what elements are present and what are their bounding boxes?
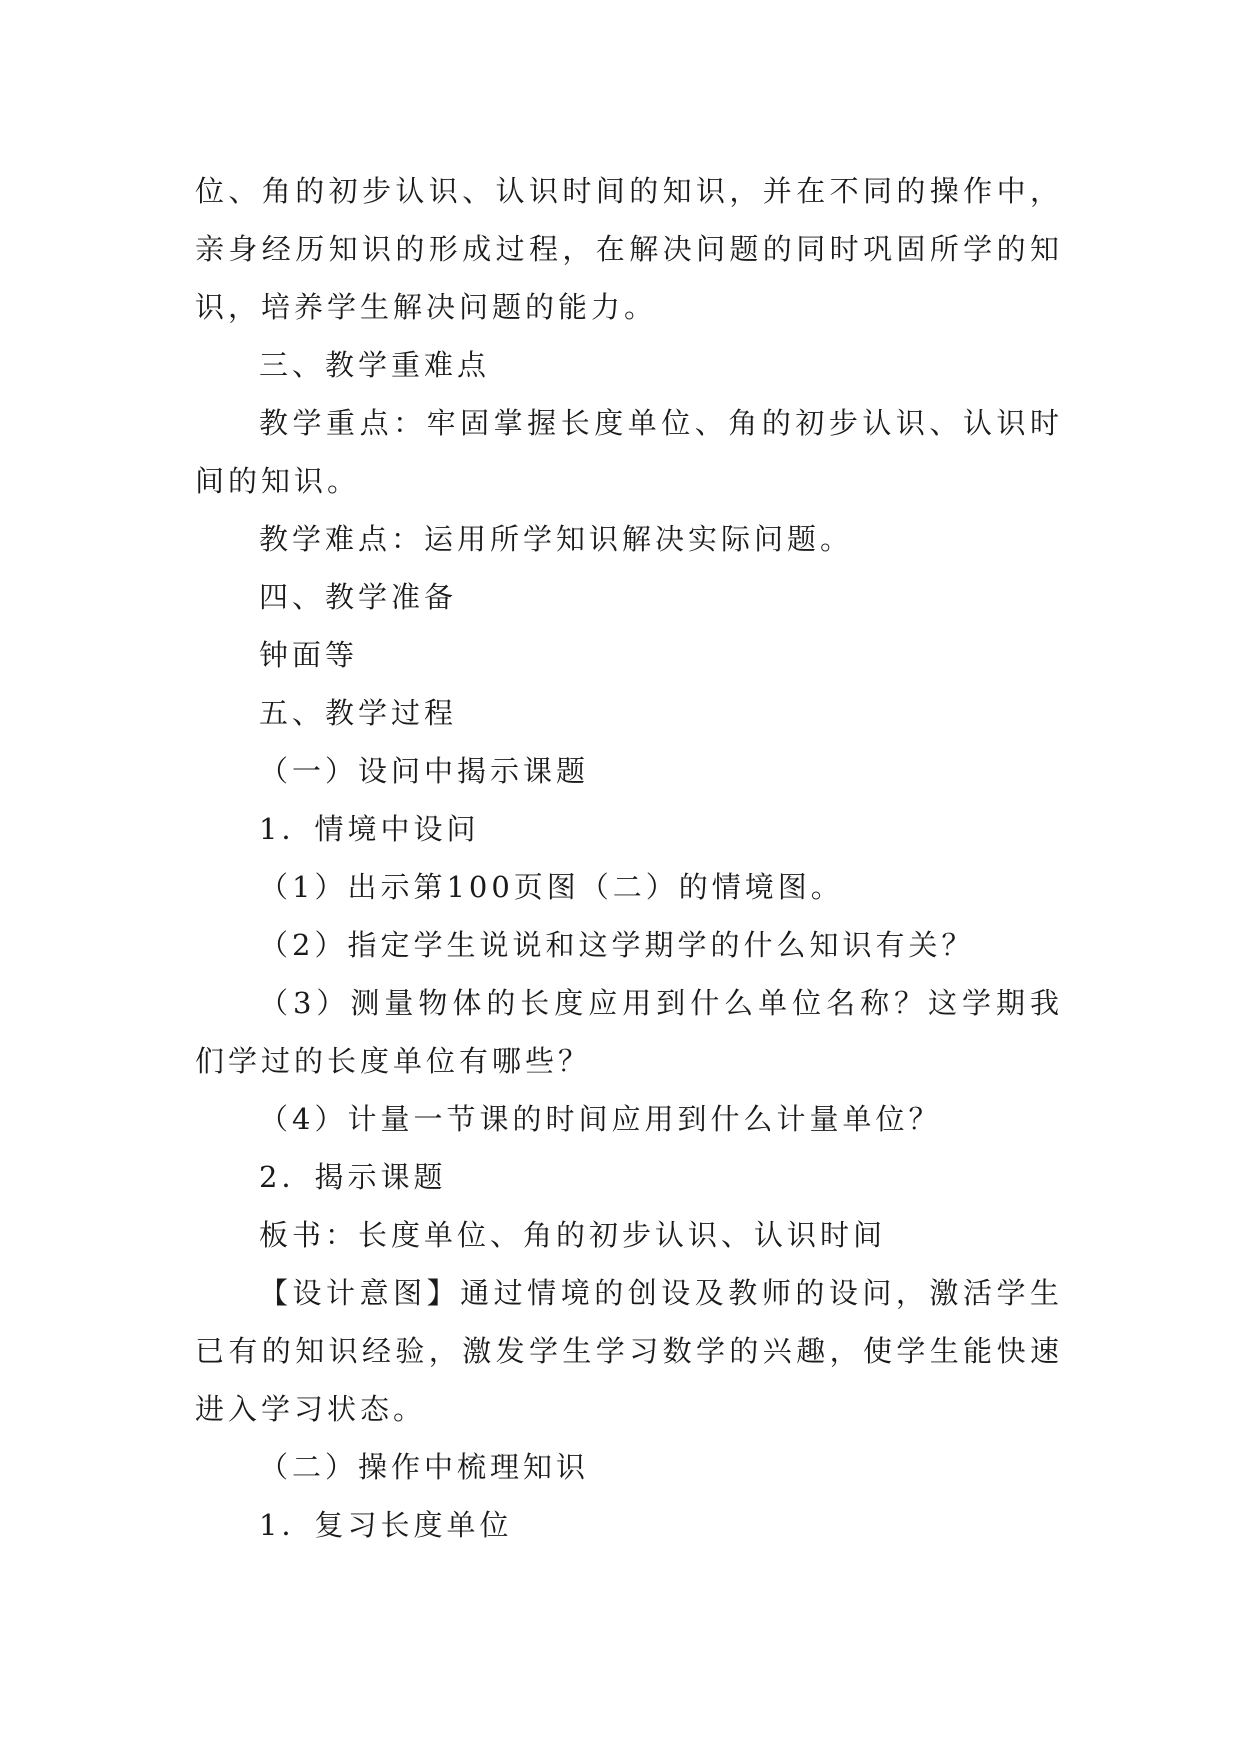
subsection-heading-2: （二）操作中梳理知识 [259,1450,590,1484]
paragraph-teaching-difficulty: 教学难点：运用所学知识解决实际问题。 [259,522,854,556]
step-heading-2: 2．揭示课题 [259,1160,447,1194]
paragraph-continuation: 位、角的初步认识、认识时间的知识，并在不同的操作中，亲身经历知识的形成过程，在解决问题的同时巩固所学的知识，培养学生解决问题的能力。 [195,174,1063,324]
subsection-heading-1: （一）设问中揭示课题 [259,754,590,788]
paragraph-blackboard: 板书：长度单位、角的初步认识、认识时间 [259,1218,887,1252]
section-heading-key-points: 三、教学重难点 [259,348,491,382]
list-item: （3）测量物体的长度应用到什么单位名称？这学期我们学过的长度单位有哪些？ [195,986,1063,1078]
paragraph-design-intent: 【设计意图】通过情境的创设及教师的设问，激活学生已有的知识经验，激发学生学习数学的兴趣，使学生能快速进入学习状态。 [195,1276,1063,1426]
list-item: （2）指定学生说说和这学期学的什么知识有关？ [259,928,975,962]
paragraph-teaching-focus: 教学重点：牢固掌握长度单位、角的初步认识、认识时间的知识。 [195,406,1063,498]
step-heading-review: 1．复习长度单位 [259,1508,513,1542]
section-heading-preparation: 四、教学准备 [259,580,458,614]
step-heading-1: 1．情境中设问 [259,812,480,846]
section-heading-process: 五、教学过程 [259,696,458,730]
document-body [195,162,1063,1554]
list-item: （1）出示第100页图（二）的情境图。 [259,870,844,904]
list-item: （4）计量一节课的时间应用到什么计量单位？ [259,1102,942,1136]
paragraph-materials: 钟面等 [259,638,359,672]
